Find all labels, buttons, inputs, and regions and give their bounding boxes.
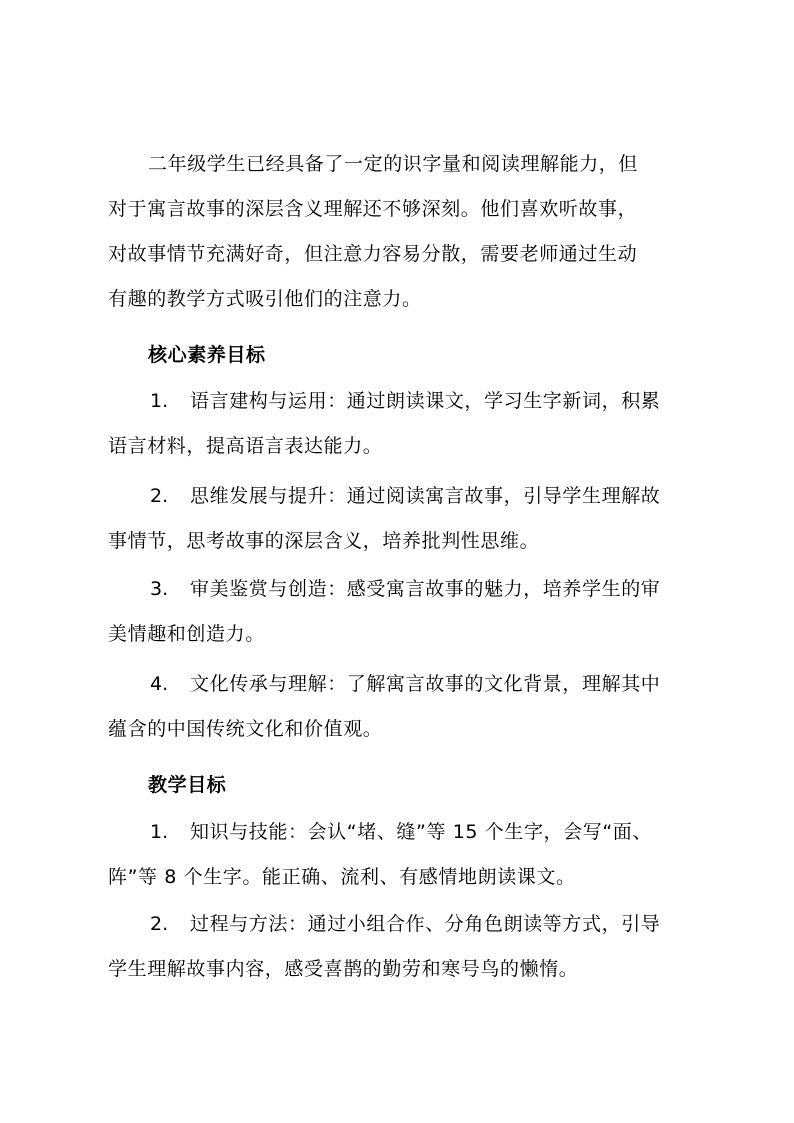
intro-line-3: 对故事情节充满好奇，但注意力容易分散，需要老师通过生动 [108,243,638,265]
core-goal-2-line-1: 思维发展与提升：通过阅读寓言故事，引导学生理解故 [190,485,661,507]
intro-line-2: 对于寓言故事的深层含义理解还不够深刻。他们喜欢听故事， [108,198,638,220]
core-goal-1-number: 1. [150,390,169,412]
teaching-goal-1-number: 1. [150,821,169,843]
core-goal-4-line-2: 蕴含的中国传统文化和价值观。 [108,718,383,740]
core-goal-2-line-2: 事情节，思考故事的深层含义，培养批判性思维。 [108,530,540,552]
teaching-goals-heading: 教学目标 [148,774,227,796]
intro-line-4: 有趣的教学方式吸引他们的注意力。 [108,288,422,310]
teaching-goal-1-line-2: 阵”等 8 个生字。能正确、流利、有感情地朗读课文。 [108,866,576,888]
teaching-goal-2-number: 2. [150,913,169,935]
core-goals-heading: 核心素养目标 [148,344,266,366]
teaching-goal-1-line-1: 知识与技能：会认“堵、缝”等 15 个生字，会写“面、 [190,821,652,843]
core-goal-1-line-1: 语言建构与运用：通过朗读课文，学习生字新词，积累 [190,390,661,412]
intro-line-1: 二年级学生已经具备了一定的识字量和阅读理解能力，但 [148,153,639,175]
core-goal-3-line-1: 审美鉴赏与创造：感受寓言故事的魅力，培养学生的审 [190,578,661,600]
core-goal-3-number: 3. [150,578,169,600]
core-goal-1-line-2: 语言材料，提高语言表达能力。 [108,435,383,457]
teaching-goal-2-line-1: 过程与方法：通过小组合作、分角色朗读等方式，引导 [190,913,661,935]
core-goal-4-number: 4. [150,673,169,695]
core-goal-3-line-2: 美情趣和创造力。 [108,623,265,645]
teaching-goal-2-line-2: 学生理解故事内容，感受喜鹊的勤劳和寒号鸟的懒惰。 [108,958,579,980]
core-goal-4-line-1: 文化传承与理解：了解寓言故事的文化背景，理解其中 [190,673,661,695]
core-goal-2-number: 2. [150,485,169,507]
